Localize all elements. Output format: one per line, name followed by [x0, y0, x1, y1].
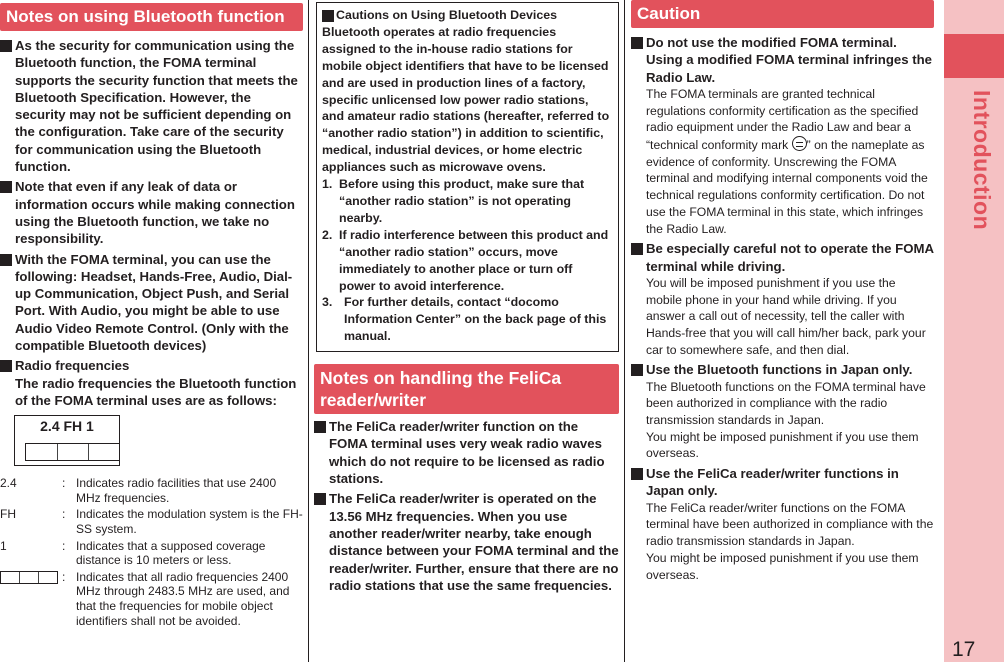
list-item: Use the Bluetooth functions in Japan only. The Bluetooth functions on the FOMA terminal have been authorized in compliance with the radio transmission standards in Japan. You might be imposed punishment if you use them overseas. [631, 361, 934, 462]
square-bullet-icon [0, 254, 12, 266]
felica-notes-header: Notes on handling the FeliCa reader/writer [314, 364, 619, 414]
definition-row: 2.4 : Indicates radio facilities that use 2400 MHz frequencies. [0, 476, 277, 505]
cautions-box-title: Cautions on Using Bluetooth Devices [336, 8, 557, 22]
radio-frequencies-title: Radio frequencies [15, 358, 130, 374]
list-item: As the security for communication using the Bluetooth function, the FOMA terminal supports the security function that meets the Bluetooth Specification. However, the security may not be sufficient depending on the configuration. Take care of the security for communication using the Bluetooth function. [0, 37, 303, 175]
frequency-code: 2.4 FH 1 [40, 418, 94, 435]
list-item: Do not use the modified FOMA terminal. Using a modified FOMA terminal infringes the Radio Law. The FOMA terminals are granted technical regulations conformity certification as the specified radio equipment under the Radio Law and bear a “technical conformity mark ” on the nameplate as evidence of conformity. Unscrewing the FOMA terminal and modifying internal components void the technical regulations conformity certification. Do not use the FOMA terminal in this state, which infringes the Radio Law. [631, 34, 934, 237]
page-number: 17 [952, 638, 976, 661]
square-bullet-icon [314, 421, 326, 433]
square-bullet-icon [631, 468, 643, 480]
bluetooth-cautions-box [316, 2, 619, 352]
chapter-tab [944, 34, 1004, 78]
list-item: Note that even if any leak of data or information occurs while making connection using the Bluetooth function, we take no responsibility. [0, 178, 303, 247]
square-bullet-icon [631, 37, 643, 49]
numbered-step: 2. If radio interference between this product and “another radio station” occurs, move immediately to another place or turn off power to avoid interference. [322, 227, 609, 293]
cautions-column [314, 0, 619, 594]
square-bullet-icon [0, 181, 12, 193]
frequency-band-bar [25, 443, 120, 461]
square-bullet-icon [0, 360, 12, 372]
square-bullet-icon [0, 40, 12, 52]
frequency-definitions [0, 476, 303, 628]
numbered-step: 1. Before using this product, make sure that “another radio station” is not operating nearby. [322, 177, 585, 225]
definition-row: 1 : Indicates that a supposed coverage distance is 10 meters or less. [0, 538, 266, 568]
bluetooth-notes-header: Notes on using Bluetooth function [0, 3, 303, 31]
band-bar-icon [0, 571, 58, 584]
frequency-label-box [14, 415, 120, 466]
caution-column [631, 0, 934, 583]
radio-frequencies-text: The radio frequencies the Bluetooth function of the FOMA terminal uses are as follows: [15, 375, 297, 408]
list-item: With the FOMA terminal, you can use the following: Headset, Hands-Free, Audio, Dial-up Communication, Object Push, and Serial Port. With Audio, you might be able to use Audio Video Remote Control. (Only with the compatible Bluetooth devices) [0, 251, 303, 355]
square-bullet-icon [631, 243, 643, 255]
column-divider [308, 0, 309, 662]
column-divider [624, 0, 625, 662]
definition-row: : Indicates that all radio frequencies 2400 MHz through 2483.5 MHz are used, and that the frequencies for mobile object identifiers shall not be avoided. [0, 570, 303, 628]
list-item [0, 357, 303, 409]
chapter-label: Introduction [969, 90, 995, 231]
definition-row: FH : Indicates the modulation system is the FH-SS system. [0, 507, 303, 537]
numbered-step: 3. For further details, contact “docomo Information Center” on the back page of this manual. [322, 295, 607, 344]
bluetooth-notes-column [0, 0, 303, 630]
technical-conformity-mark-icon [792, 136, 807, 151]
caution-header: Caution [631, 0, 934, 28]
square-bullet-icon [631, 364, 643, 376]
cautions-box-text: Bluetooth operates at radio frequencies assigned to the in-house radio stations for mobile object identifiers that have to be licensed and are used in production lines of a factory, specific unlicensed low power radio stations, and amateur radio stations (hereafter, referred to “another radio station”) in addition to scientific, medical, industrial devices, or home electric appliances such as microwave ovens. [322, 24, 610, 175]
list-item: The FeliCa reader/writer function on the FOMA terminal uses very weak radio waves which do not require to be licensed as radio stations. [314, 418, 619, 487]
square-bullet-icon [314, 493, 326, 505]
list-item: Use the FeliCa reader/writer functions in Japan only. The FeliCa reader/writer functions on the FOMA terminal have been authorized in compliance with the radio transmission standards in Japan. You might be imposed punishment if you use them overseas. [631, 465, 934, 583]
list-item: Be especially careful not to operate the FOMA terminal while driving. You will be imposed punishment if you use the mobile phone in your hand while driving. If you answer a call out of necessity, tell the caller with Hands-free that you will call him/her back, park your car to somewhere safe, and then dial. [631, 240, 934, 358]
list-item: The FeliCa reader/writer is operated on the 13.56 MHz frequencies. When you use another reader/writer nearby, take enough distance between your FOMA terminal and the reader/writer. Further, ensure that there are no radio stations that use the same frequencies. [314, 490, 619, 594]
square-bullet-icon [322, 10, 334, 22]
